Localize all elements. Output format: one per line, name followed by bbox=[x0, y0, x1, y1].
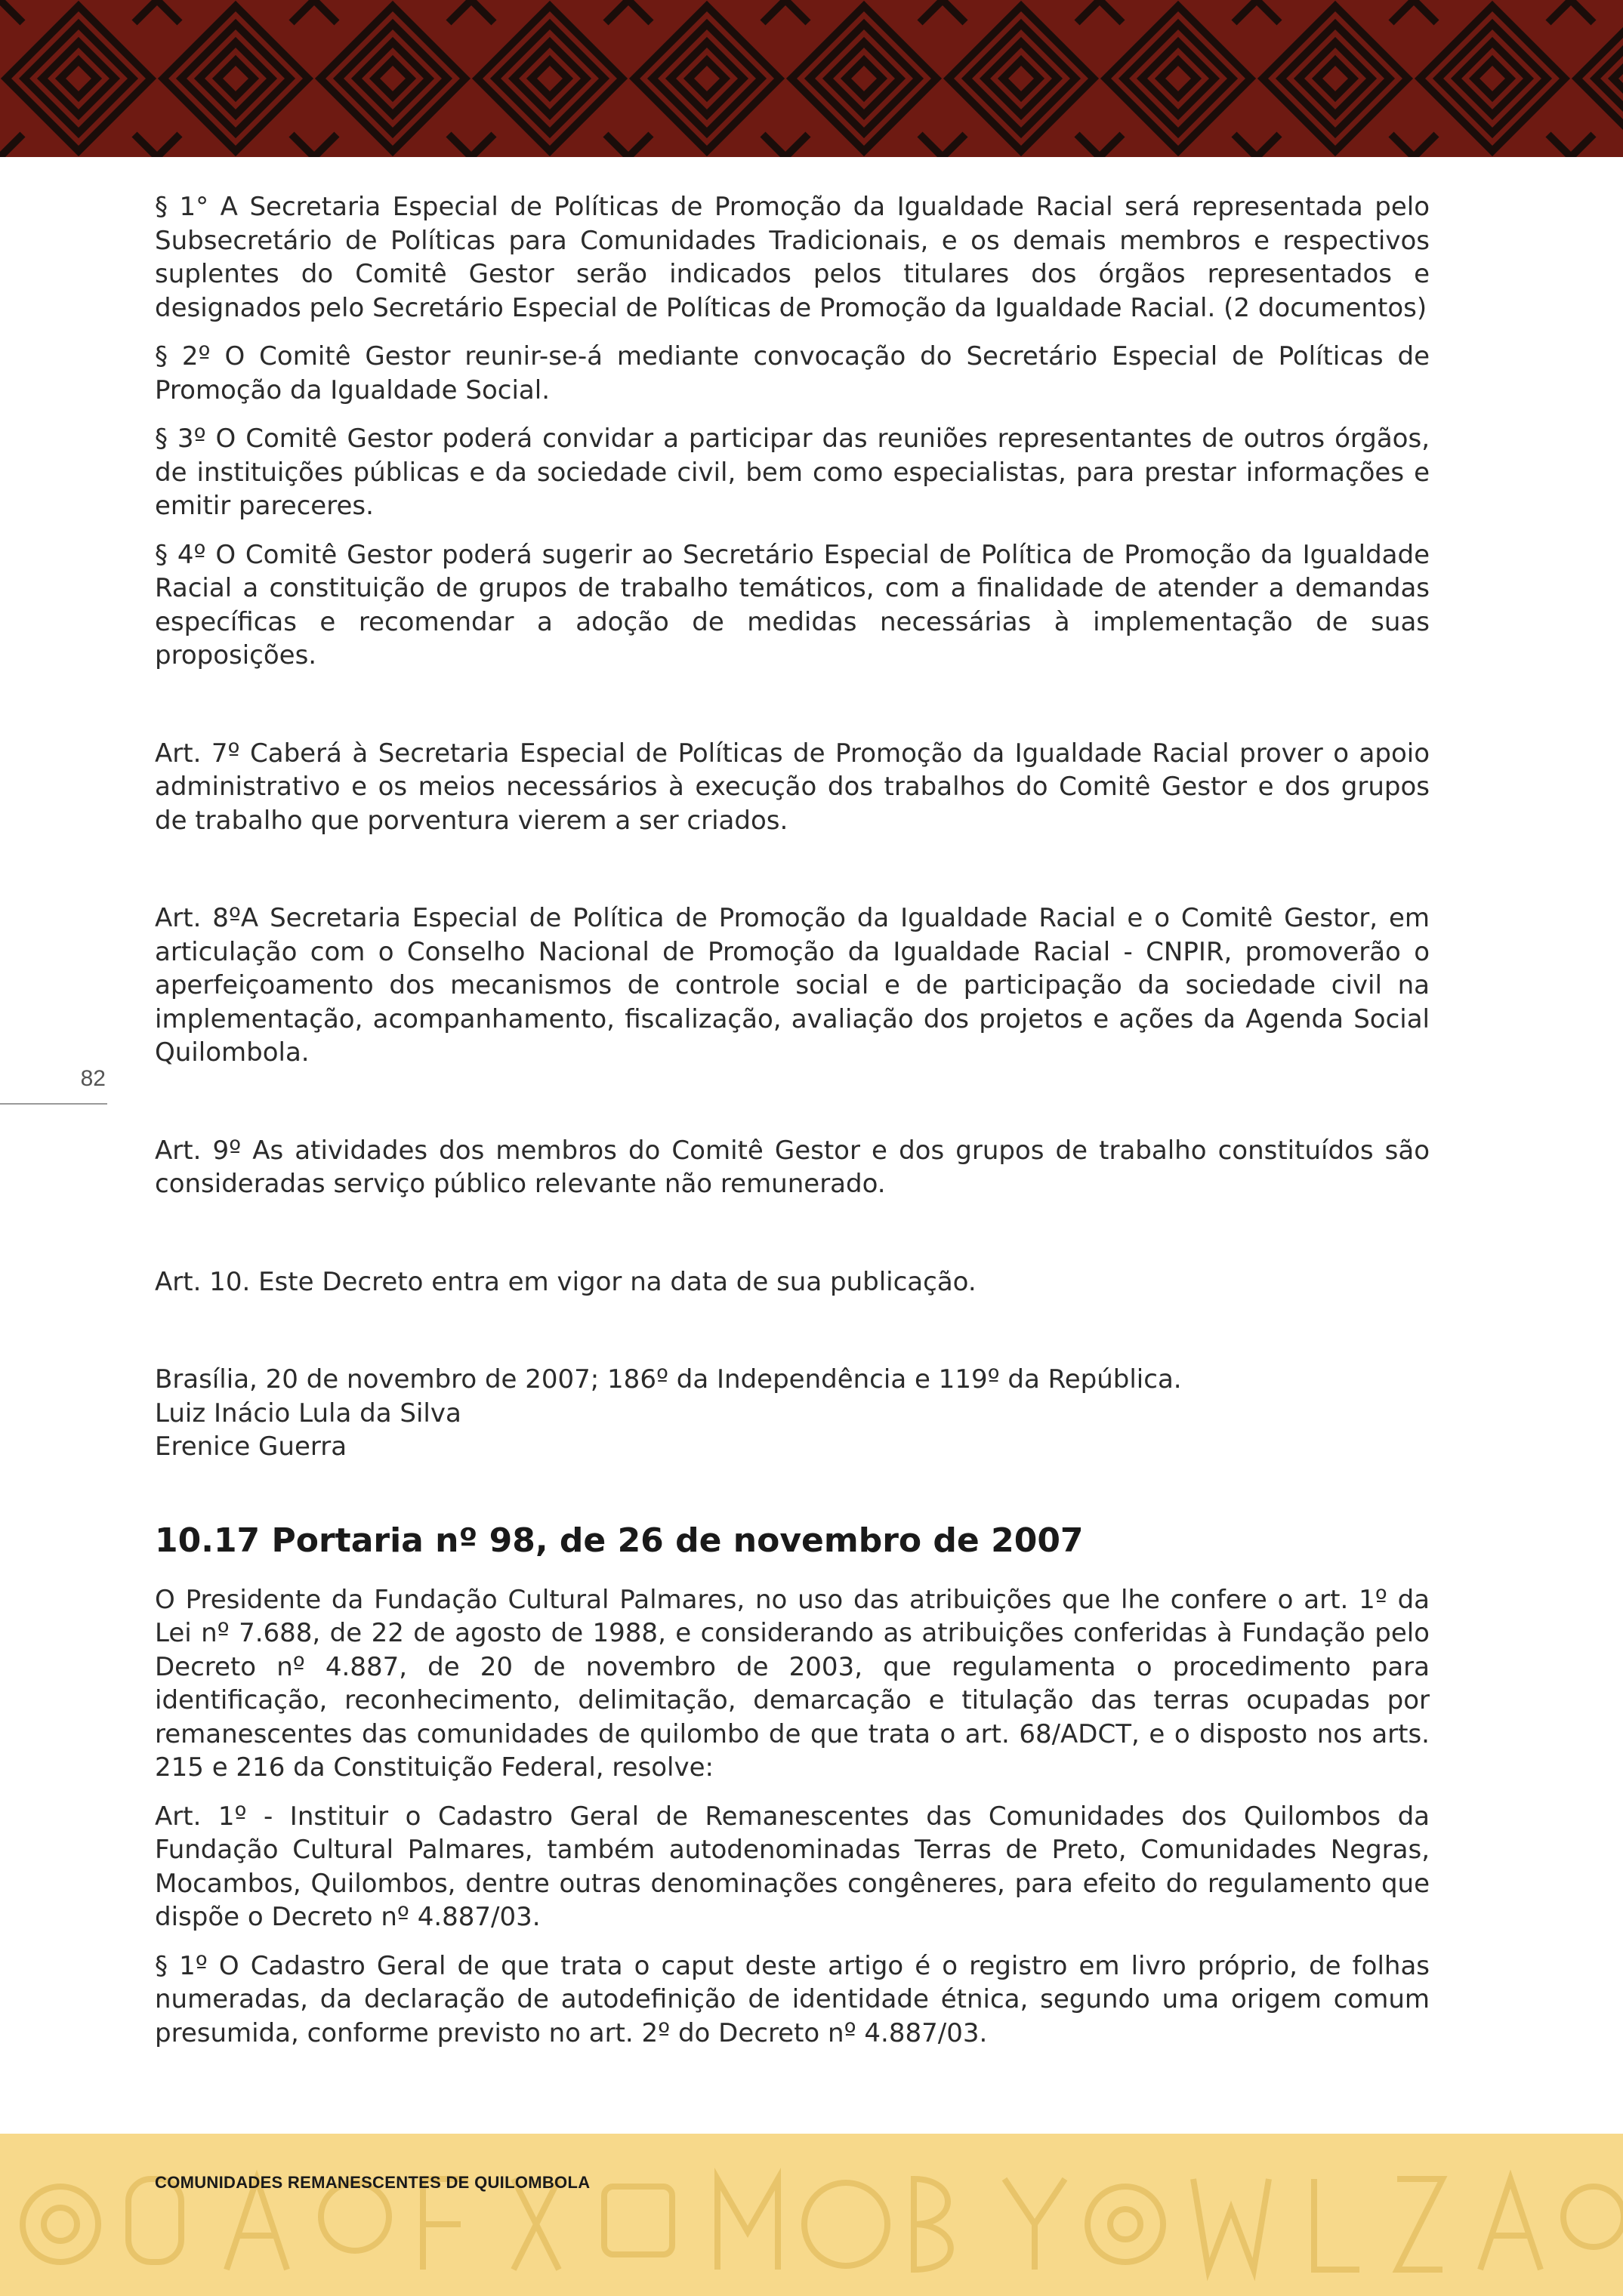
article-7: Art. 7º Caberá à Secretaria Especial de Políticas de Promoção da Igualdade Racial prover o apoio administrativo e os meios necessários à execução dos trabalhos do Comitê Gestor e dos grupos de trabalho que porventura vierem a ser criados. bbox=[155, 738, 1430, 836]
footer-title: COMUNIDADES REMANESCENTES DE QUILOMBOLA bbox=[155, 2173, 591, 2192]
section-heading: 10.17 Portaria nº 98, de 26 de novembro de 2007 bbox=[155, 1521, 1084, 1560]
signature-block bbox=[155, 1363, 1430, 1464]
signatory-2: Erenice Guerra bbox=[155, 1432, 347, 1462]
article-10: Art. 10. Este Decreto entra em vigor na data de sua publicação. bbox=[155, 1266, 977, 1297]
portaria-paragraph-1: § 1º O Cadastro Geral de que trata o caput deste artigo é o registro em livro próprio, de folhas numeradas, da declaração de autodefinição de identidade étnica, segundo uma origem comum presumida, conforme previsto no art. 2º do Decreto nº 4.887/03. bbox=[155, 1950, 1430, 2048]
article-9: Art. 9º As atividades dos membros do Comitê Gestor e dos grupos de trabalho constituídos são consideradas serviço público relevante não remunerado. bbox=[155, 1135, 1430, 1199]
signature-place-date: Brasília, 20 de novembro de 2007; 186º da Independência e 119º da República. bbox=[155, 1364, 1182, 1395]
paragraph-1: § 1° A Secretaria Especial de Políticas de Promoção da Igualdade Racial será representada pelo Subsecretário de Políticas para Comunidades Tradicionais, e os demais membros e respectivos suplentes do Comitê Gestor serão indicados pelos titulares dos órgãos representados e designados pelo Secretário Especial de Políticas de Promoção da Igualdade Racial. (2 documentos) bbox=[155, 192, 1430, 323]
portaria-article-1: Art. 1º - Instituir o Cadastro Geral de Remanescentes das Comunidades dos Quilombos da Fundação Cultural Palmares, também autodenominadas Terras de Preto, Comunidades Negras, Mocambos, Quilombos, dentre outras denominações congêneres, para efeito do regulamento que dispõe o Decreto nº 4.887/03. bbox=[155, 1801, 1430, 1932]
article-8: Art. 8ºA Secretaria Especial de Política de Promoção da Igualdade Racial e o Comitê Gestor, em articulação com o Conselho Nacional de Promoção da Igualdade Racial - CNPIR, promoverão o aperfeiçoamento dos mecanismos de controle social e de participação da sociedade civil na implementação, acompanhamento, fiscalização, avaliação dos projetos e ações da Agenda Social Quilombola. bbox=[155, 903, 1430, 1068]
paragraph-3: § 3º O Comitê Gestor poderá convidar a participar das reuniões representantes de outros órgãos, de instituições públicas e da sociedade civil, bem como especialistas, para prestar informações e emitir pareceres. bbox=[155, 424, 1430, 521]
decorative-footer-band bbox=[0, 2134, 1623, 2296]
portaria-intro: O Presidente da Fundação Cultural Palmares, no uso das atribuições que lhe confere o art. 1º da Lei nº 7.688, de 22 de agosto de 1988, e considerando as atribuições conferidas à Fundação pelo Decreto nº 4.887, de 20 de novembro de 2003, que regulamenta o procedimento para identificação, reconhecimento, delimitação, demarcação e titulação das terras ocupadas por remanescentes das comunidades de quilombo de que trata o art. 68/ADCT, e o disposto nos arts. 215 e 216 da Constituição Federal, resolve: bbox=[155, 1584, 1430, 1783]
geometric-pattern-graphic bbox=[0, 0, 1623, 157]
paragraph-2: § 2º O Comitê Gestor reunir-se-á mediante convocação do Secretário Especial de Políticas de Promoção da Igualdade Social. bbox=[155, 341, 1430, 405]
paragraph-4: § 4º O Comitê Gestor poderá sugerir ao Secretário Especial de Política de Promoção da Igualdade Racial a constituição de grupos de trabalho temáticos, com a finalidade de atender a demandas específicas e recomendar a adoção de medidas necessárias à implementação de suas proposições. bbox=[155, 539, 1430, 670]
page-number-rule bbox=[0, 1103, 107, 1105]
page-number: 82 bbox=[80, 1066, 106, 1091]
document-body bbox=[155, 190, 1430, 2065]
signatory-1: Luiz Inácio Lula da Silva bbox=[155, 1398, 461, 1428]
glyph-pattern-graphic bbox=[0, 2134, 1623, 2296]
decorative-header-band bbox=[0, 0, 1623, 157]
